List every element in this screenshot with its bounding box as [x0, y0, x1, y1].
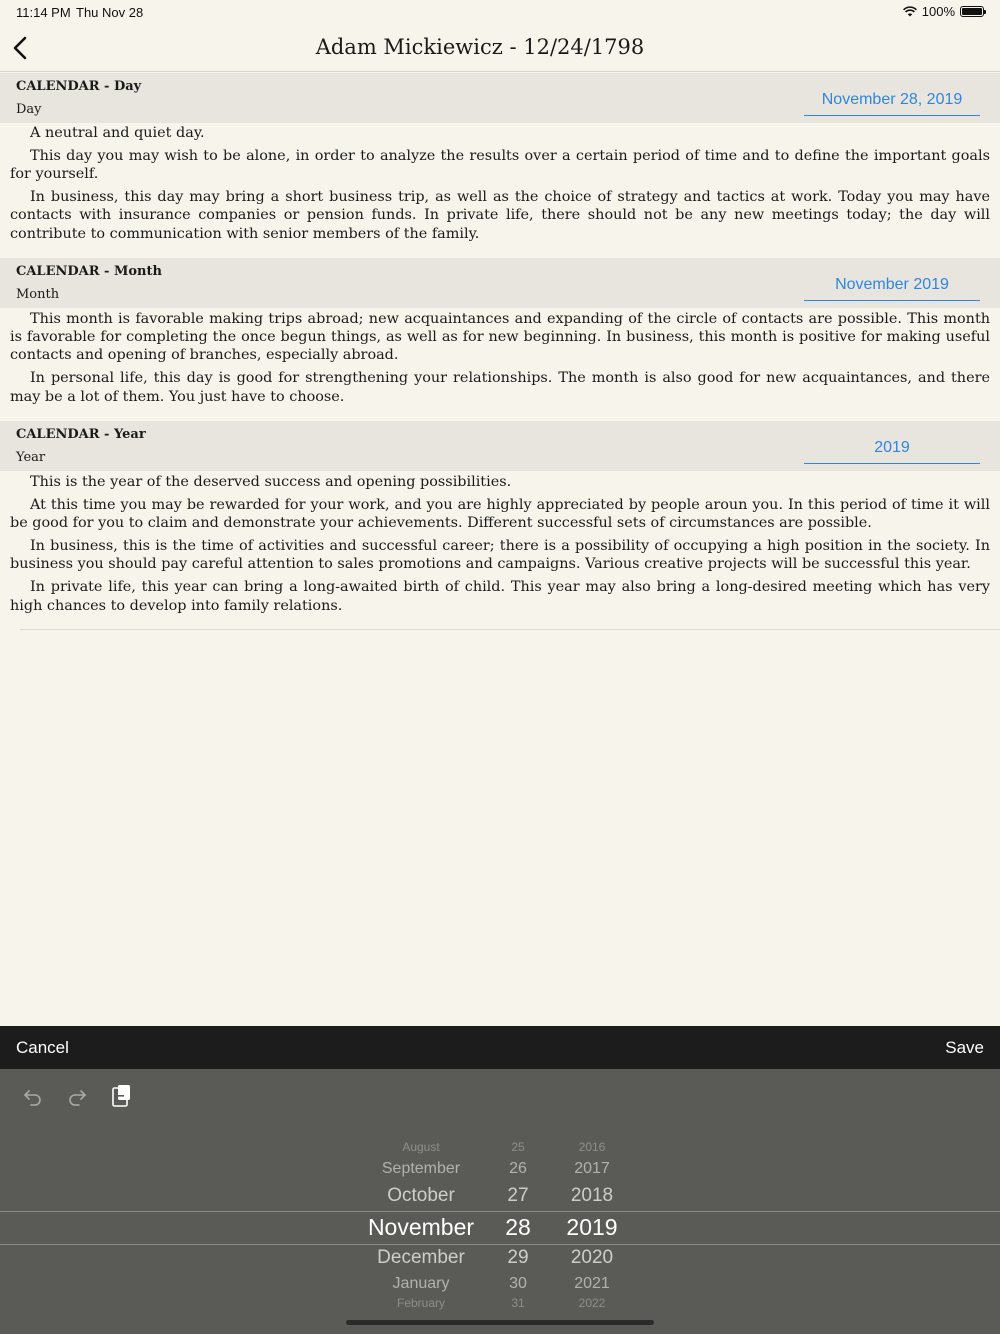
- cancel-button[interactable]: Cancel: [16, 1038, 69, 1057]
- nav-bar: [0, 24, 1000, 72]
- day-section-subtitle: Day: [16, 102, 42, 117]
- picker-month-option[interactable]: February: [396, 1296, 446, 1310]
- save-button[interactable]: Save: [945, 1038, 984, 1057]
- picker-year-option[interactable]: 2016: [578, 1140, 606, 1154]
- page-title: Adam Mickiewicz - 12/24/1798: [315, 35, 645, 59]
- picker-day-option[interactable]: 29: [507, 1247, 529, 1268]
- year-paragraph: At this time you may be rewarded for your work, and you are highly appreciated by people aroun you. In this period of time it will be good for you to claim and demonstrate your achievements. Different successful sets of circumstances are possible.: [10, 497, 990, 532]
- day-text: [10, 124, 990, 248]
- picker-day-option[interactable]: 25: [511, 1140, 525, 1154]
- status-right: [903, 4, 984, 19]
- picker-day-option[interactable]: 26: [509, 1160, 527, 1177]
- picker-year-option[interactable]: 2020: [570, 1247, 614, 1268]
- picker-toolbar: [0, 1026, 1000, 1069]
- day-paragraph: In business, this day may bring a short business trip, as well as the choice of strategy and tactics at work. Today you may have contacts with insurance companies or pension funds. In private life, there should not be any new meetings today; the day will contribute to communication with senior members of the family.: [10, 189, 990, 242]
- battery-icon: [960, 6, 984, 17]
- picker-day-option[interactable]: 30: [509, 1275, 527, 1292]
- picker-month-option[interactable]: December: [377, 1247, 465, 1268]
- day-date-field[interactable]: November 28, 2019: [804, 91, 980, 116]
- day-paragraph: This day you may wish to be alone, in order to analyze the results over a certain period of time and to define the important goals for yourself.: [10, 148, 990, 183]
- wifi-icon: [903, 6, 917, 17]
- picker-day-option[interactable]: 31: [511, 1296, 525, 1310]
- year-wheel[interactable]: [0, 1069, 1000, 1334]
- month-text: [10, 310, 990, 411]
- picker-day-option[interactable]: 27: [507, 1185, 529, 1206]
- year-section-title: CALENDAR - Year: [16, 427, 146, 442]
- picker-day-option[interactable]: 28: [505, 1214, 531, 1240]
- picker-month-option[interactable]: September: [381, 1160, 461, 1177]
- year-paragraph: In business, this is the time of activities and successful career; there is a possibility of occupying a high position in the society. In business you should pay careful attention to sales promotions and campaigns. Various creative projects will be successful this year.: [10, 538, 990, 573]
- date-picker-panel: [0, 1069, 1000, 1334]
- month-paragraph: This month is favorable making trips abroad; new acquaintances and expanding of the circle of contacts are possible. This month is favorable for completing the once begun things, as well as for new beginning. In business, this month is positive for making useful contacts and opening of branches, especially abroad.: [10, 311, 990, 364]
- year-date-field[interactable]: 2019: [804, 439, 980, 464]
- picker-year-option[interactable]: 2022: [578, 1296, 606, 1310]
- year-section-subtitle: Year: [16, 450, 46, 465]
- battery-percent: 100%: [921, 4, 955, 19]
- content-divider: [20, 629, 1000, 630]
- month-paragraph: In personal life, this day is good for strengthening your relationships. The month is also good for new acquaintances, and there may be a lot of them. You just have to choose.: [10, 370, 990, 405]
- home-indicator: [346, 1320, 654, 1325]
- year-paragraph: This is the year of the deserved success and opening possibilities.: [30, 474, 512, 490]
- year-text: [10, 473, 990, 620]
- picker-year-option[interactable]: 2018: [570, 1185, 614, 1206]
- picker-year-option[interactable]: 2017: [574, 1160, 610, 1177]
- picker-month-option[interactable]: January: [392, 1275, 450, 1292]
- year-paragraph: In private life, this year can bring a long-awaited birth of child. This year may also bring a long-desired meeting which has very high chances to develop into family relations.: [10, 579, 990, 614]
- year-section-header: [0, 421, 1000, 471]
- picker-month-option[interactable]: October: [387, 1185, 455, 1206]
- picker-month-option[interactable]: August: [402, 1140, 440, 1154]
- status-time: 11:14 PM: [16, 5, 71, 20]
- picker-month-option[interactable]: November: [367, 1214, 475, 1240]
- picker-year-option[interactable]: 2021: [574, 1275, 610, 1292]
- picker-year-option[interactable]: 2019: [566, 1214, 618, 1240]
- status-bar: [0, 0, 1000, 24]
- status-date: Thu Nov 28: [76, 5, 144, 20]
- day-section-header: [0, 73, 1000, 123]
- month-section-subtitle: Month: [16, 287, 60, 302]
- day-section-title: CALENDAR - Day: [16, 79, 142, 94]
- month-section-title: CALENDAR - Month: [16, 264, 162, 279]
- day-paragraph: A neutral and quiet day.: [30, 125, 205, 141]
- month-section-header: [0, 258, 1000, 308]
- month-date-field[interactable]: November 2019: [804, 276, 980, 301]
